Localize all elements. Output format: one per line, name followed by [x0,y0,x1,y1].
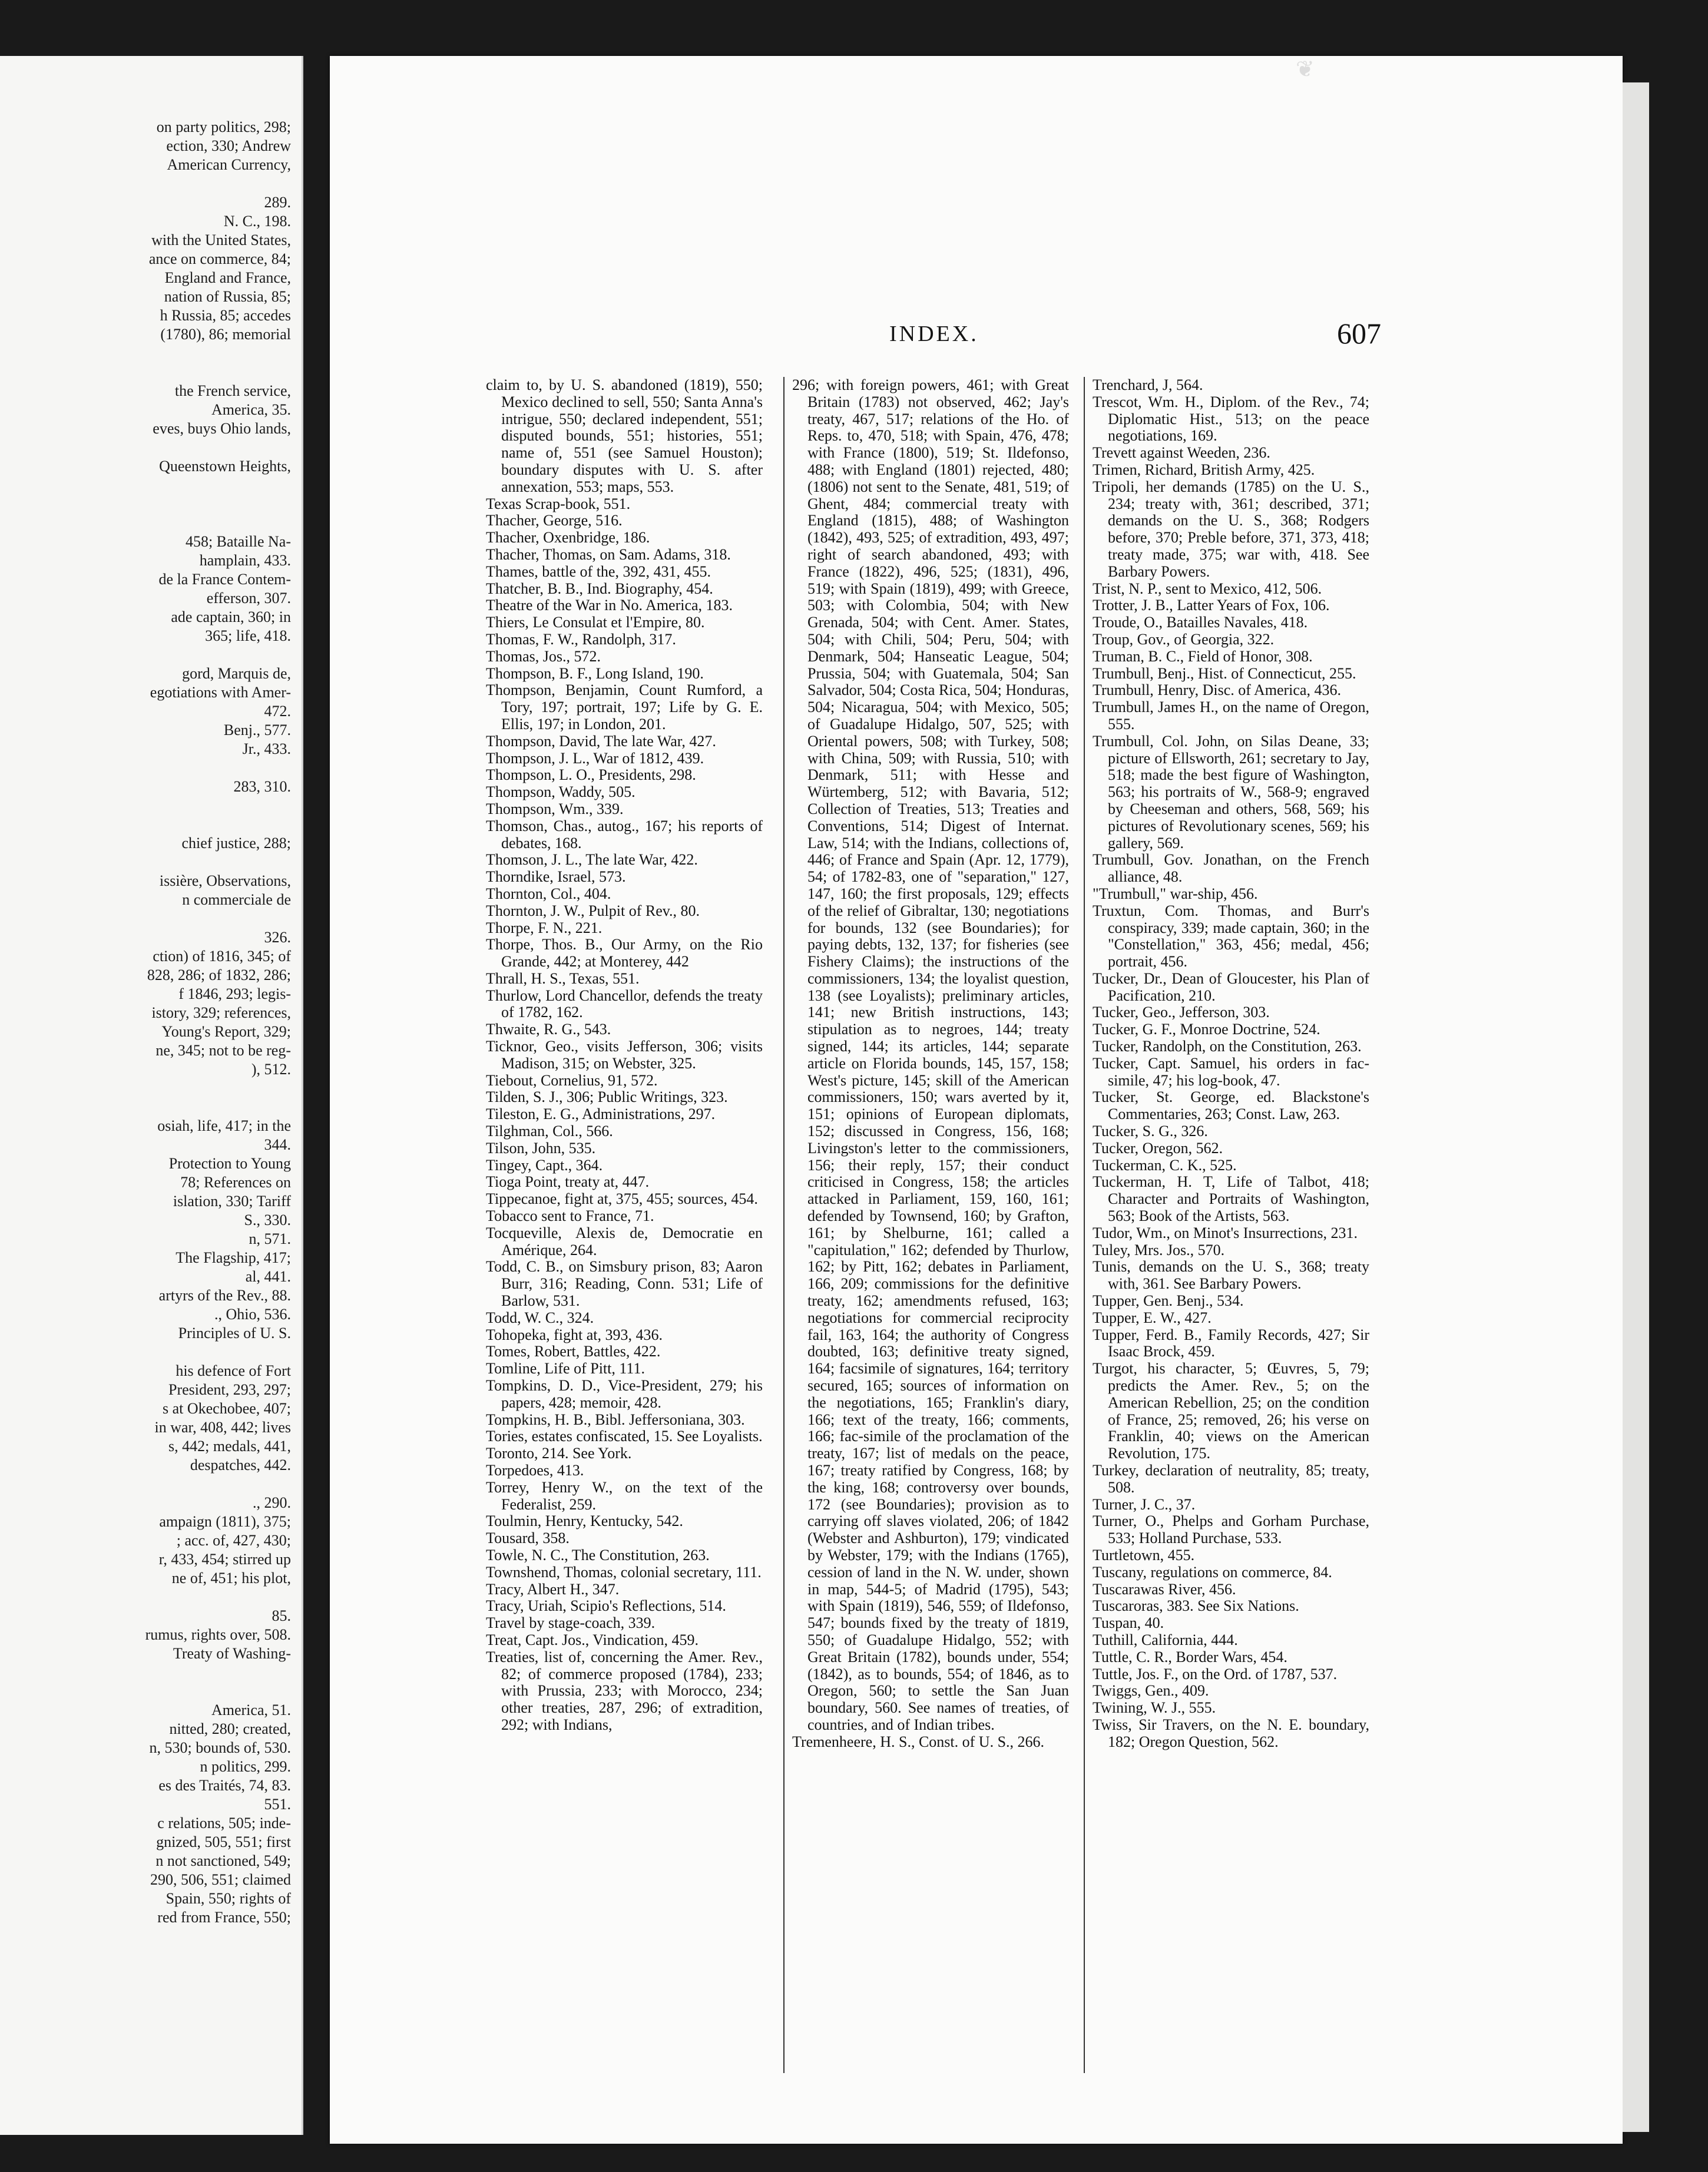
left-page-line: ., Ohio, 536. [214,1306,291,1323]
index-entry: Trevett against Weeden, 236. [1093,444,1270,462]
left-page-line: es des Traités, 74, 83. [158,1777,291,1794]
index-entry: Twiss, Sir Travers, on the N. E. boundary, 182; Oregon Question, 562. [1093,1716,1369,1750]
left-page-line: 551. [264,1796,291,1813]
left-page-line: 458; Bataille Na- [185,533,291,550]
index-entry: Tomline, Life of Pitt, 111. [486,1360,645,1378]
left-page-line: N. C., 198. [223,213,291,230]
left-page-line: in war, 408, 442; lives [154,1419,291,1436]
index-entry: Torpedoes, 413. [486,1462,584,1479]
index-entry: Thwaite, R. G., 543. [486,1021,611,1038]
index-entry: Toronto, 214. See York. [486,1445,632,1462]
left-page-line: hamplain, 433. [199,552,291,569]
index-entry: Thrall, H. S., Texas, 551. [486,969,640,987]
index-entry: Tompkins, D. D., Vice-President, 279; his papers, 428; memoir, 428. [486,1377,763,1411]
index-entry: Treat, Capt. Jos., Vindication, 459. [486,1631,699,1648]
index-entry: Troude, O., Batailles Navales, 418. [1093,614,1308,631]
index-entry: Thompson, Waddy, 505. [486,783,635,801]
index-entry: Torrey, Henry W., on the text of the Federalist, 259. [486,1478,763,1513]
left-page-line: ade captain, 360; in [171,608,291,625]
left-page-line: 365; life, 418. [205,627,291,644]
index-entry: Tuley, Mrs. Jos., 570. [1093,1241,1225,1259]
index-entry: Thompson, Wm., 339. [486,800,624,817]
left-page-line: Treaty of Washing- [173,1645,291,1662]
left-page-line: efferson, 307. [206,590,291,607]
index-entry: Thorndike, Israel, 573. [486,868,626,886]
index-entry: Thorpe, Thos. B., Our Army, on the Rio Grande, 442; at Monterey, 442 [486,936,763,971]
left-page-line: islation, 330; Tariff [173,1193,291,1210]
index-entry: Tories, estates confiscated, 15. See Loyalists. [486,1428,763,1445]
index-entry: 296; with foreign powers, 461; with Great Britain (1783) not observed, 462; Jay's treaty, 467, 517; relations of the Ho. of Reps. to, 470, 518; with Spain, 476, 478; with France (1800), 519; St. Ildefonso, 488; with England (1801) rejected, 480; (1806) not sent to the Senate, 481, 519; of Ghent, 484; commercial treaty with England (1815), 488; of Washington (1842), 493, 525; of extradition, 493, 497; right of search abandoned, 493; with France (1822), 496, 525; (1831), 496, 519; with Spain (1819), 499; with Greece, 503; with Colombia, 504; with New Grenada, 504; with Cent. Amer. States, 504; with Chili, 504; Peru, 504; with Denmark, 504; Hanseatic League, 504; Prussia, 504; with Guatemala, 504; San Salvador, 504; Costa Rica, 504; Honduras, 504; Nicaragua, 504; with Mexico, 505; of Guadalupe Hidalgo, 507, 525; with Oriental powers, 508; with Turkey, 508; with China, 509; with Russia, 510; with Denmark, 511; with Hesse and Würtemberg, 512; with Bavaria, 512; Collection of Treaties, 513; Treaties and Conventions, 514; Digest of Internat. Law, 514; with the Indians, collections of, 446; of France and Spain (Apr. 12, 1779), 54; of 1782-83, one of "separation," 127, 147, 160; the first proposals, 129; effects of the relief of Gibraltar, 130; negotiations for bounds, 132 (see Boundaries); for paying debts, 132, 137; for fisheries (see Fishery Claims); the instructions of the commissioners, 134; the loyalist question, 138 (see Loyalists); preliminary articles, 141; new British instructions, 143; stipulation as to negroes, 144; treaty signed, 144; its articles, 144; separate article on Florida bounds, 145, 157, 158; West's picture, 145; skill of the American commissioners, 150; wars averted by it, 151; opinions of European diplomats, 152; discussed in Congress, 156, 168; Livingston's letter to the commissioners, 156; their reply, 157; their conduct criticised in Congress, 158; the articles attacked in Parliament, 159, 160, 161; defended by Townsend, 160; by Grafton, 161; by Shelburne, 161; called a "capitulation," 162; defended by Thurlow, 162; by Pitt, 162; debates in Parliament, 166, 209; commissions for the definitive treaty, 162; amendments refused, 163; negotiations for commercial reciprocity fail, 163, 164; the authority of Congress doubted, 163; definitive treaty signed, 164; facsimile of signatures, 164; territory secured, 165; sources of information on the negotiations, 165; Franklin's diary, 166; text of the treaty, 166; comments, 166; fac-simile of the proclamation of the treaty, 167; list of medals on the peace, 167; treaty ratified by Congress, 168; by the king, 168; controversy over bounds, 172 (see Boundaries); provision as to carrying off slaves violated, 206; of 1842 (Webster and Ashburton), 179; vindicated by Webster, 179; with the Indians (1765), cession of land in the N. W. under, shown in map, 544-5; of Madrid (1795), 543; with Spain (1819), 546, 559; of Ildefonso, 547; bounds fixed by the treaty of 1819, 550; of Guadalupe Hidalgo, 552; with Great Britain (1782), bounds under, 554; (1842), as to bounds, 554; of 1846, as to Oregon, 560; to settle the San Juan boundary, 560. See names of treaties, of countries, and of Indian tribes. [792,376,1069,1733]
left-page-line: n not sanctioned, 549; [155,1852,291,1869]
left-page-line: with the United States, [151,231,291,249]
index-entry: Troup, Gov., of Georgia, 322. [1093,630,1275,648]
index-entry: Tobacco sent to France, 71. [486,1207,654,1225]
index-entry: Towle, N. C., The Constitution, 263. [486,1546,710,1564]
left-page-line: ance on commerce, 84; [148,250,291,267]
index-entry: Tompkins, H. B., Bibl. Jeffersoniana, 303. [486,1411,745,1428]
left-page-line: nation of Russia, 85; [164,288,291,305]
left-page-line: the French service, [174,382,291,399]
index-entry: Todd, W. C., 324. [486,1309,594,1326]
left-page-line: issière, Observations, [159,872,291,889]
index-entry: Turner, O., Phelps and Gorham Purchase, 533; Holland Purchase, 533. [1093,1512,1369,1547]
index-entry: Tioga Point, treaty at, 447. [486,1173,650,1191]
index-entry: Theatre of the War in No. America, 183. [486,597,733,614]
index-entry: Todd, C. B., on Simsbury prison, 83; Aaron Burr, 316; Reading, Conn. 531; Life of Barlow, 531. [486,1258,763,1310]
index-entry: Thacher, Oxenbridge, 186. [486,529,650,547]
left-page-line: c relations, 505; inde- [157,1815,291,1832]
running-head: INDEX. [889,322,979,346]
left-page-line: n, 571. [249,1230,291,1247]
index-entry: Trescot, Wm. H., Diplom. of the Rev., 74; Diplomatic Hist., 513; on the peace negotiations, 169. [1093,393,1369,445]
index-entry: Tupper, E. W., 427. [1093,1309,1212,1326]
left-page-line: 472. [264,703,291,720]
index-entry: claim to, by U. S. abandoned (1819), 550; Mexico declined to sell, 550; Santa Anna's intrigue, 550; declared independent, 551; disputed bounds, 551; histories, 551; name of, 551 (see Samuel Houston); boundary disputes with U. S. after annexation, 553; maps, 553. [486,376,763,495]
index-entry: Turtletown, 455. [1093,1546,1195,1564]
index-entry: Thames, battle of the, 392, 431, 455. [486,562,711,580]
left-page-line: osiah, life, 417; in the [157,1117,291,1134]
index-entry: Tileston, E. G., Administrations, 297. [486,1105,716,1123]
index-entry: Tucker, Oregon, 562. [1093,1139,1223,1157]
index-entry: Townshend, Thomas, colonial secretary, 111. [486,1563,762,1581]
index-entry: Tucker, St. George, ed. Blackstone's Commentaries, 263; Const. Law, 263. [1093,1088,1369,1123]
left-page-line: The Flagship, 417; [176,1249,291,1266]
index-entry: "Trumbull," war-ship, 456. [1093,885,1258,902]
index-column-3 [1093,377,1369,1751]
left-page-line: gnized, 505, 551; first [156,1833,291,1850]
index-entry: Turgot, his character, 5; Œuvres, 5, 79; predicts the Amer. Rev., 5; on the American Rebellion, 25; on the condition of France, 25; removed, 26; his verse on Franklin, 40; views on the American Revolution, 175. [1093,1360,1369,1462]
left-page-line: eves, buys Ohio lands, [153,420,291,437]
left-page-line: istory, 329; references, [151,1004,291,1021]
index-entry: Tracy, Albert H., 347. [486,1580,620,1598]
left-page-line: 326. [264,929,291,946]
index-entry: Tuttle, Jos. F., on the Ord. of 1787, 537. [1093,1665,1338,1683]
index-entry: Tuckerman, C. K., 525. [1093,1156,1237,1174]
left-page-line: Young's Report, 329; [161,1023,291,1040]
left-page-line: America, 35. [211,401,291,418]
index-entry: Thatcher, B. B., Ind. Biography, 454. [486,580,713,597]
index-entry: Tuckerman, H. T, Life of Talbot, 418; Character and Portraits of Washington, 563; Book of the Artists, 563. [1093,1173,1369,1225]
index-entry: Twiggs, Gen., 409. [1093,1682,1209,1700]
page-edge [1623,82,1649,2132]
index-entry: Tohopeka, fight at, 393, 436. [486,1326,663,1343]
left-page-line: 85. [272,1607,291,1624]
index-entry: Tuscany, regulations on commerce, 84. [1093,1563,1332,1581]
index-entry: Twining, W. J., 555. [1093,1699,1216,1717]
index-entry: Thomson, J. L., The late War, 422. [486,851,698,869]
index-entry: Tuthill, California, 444. [1093,1631,1238,1648]
index-entry: Thornton, J. W., Pulpit of Rev., 80. [486,902,700,919]
left-page-line: 828, 286; of 1832, 286; [147,966,291,984]
left-page-line: s, 442; medals, 441, [168,1438,291,1455]
index-entry: Tocqueville, Alexis de, Democratie en Amérique, 264. [486,1224,763,1259]
index-entry: Thacher, George, 516. [486,512,623,529]
index-entry: Toulmin, Henry, Kentucky, 542. [486,1512,683,1530]
index-entry: Tripoli, her demands (1785) on the U. S., 234; treaty with, 361; described, 371; demands on the U. S., 368; Rodgers before, 370; Preble before, 371, 373, 418; treaty made, 375; war with, 418. See Barbary Powers. [1093,478,1369,580]
index-entry: Tuscaroras, 383. See Six Nations. [1093,1597,1299,1615]
left-page-line: h Russia, 85; accedes [160,307,291,324]
index-entry: Truxtun, Com. Thomas, and Burr's conspiracy, 339; made captain, 360; in the "Constellation," 363, 456; medal, 456; portrait, 456. [1093,902,1369,971]
left-page-line: America, 51. [211,1701,291,1719]
left-page-line: 289. [264,194,291,211]
index-entry: Tuttle, C. R., Border Wars, 454. [1093,1648,1287,1666]
left-page-line: ne, 345; not to be reg- [155,1042,291,1059]
index-entry: Trotter, J. B., Latter Years of Fox, 106. [1093,597,1330,614]
left-page-line: Queenstown Heights, [159,458,291,475]
index-entry: Tucker, Dr., Dean of Gloucester, his Plan of Pacification, 210. [1093,969,1369,1004]
index-entry: Travel by stage-coach, 339. [486,1614,656,1632]
left-page-line: 290, 506, 551; claimed [150,1871,291,1888]
index-entry: Tremenheere, H. S., Const. of U. S., 266. [792,1733,1045,1750]
index-entry: Trimen, Richard, British Army, 425. [1093,461,1315,478]
left-page-line: despatches, 442. [190,1456,291,1474]
left-page-line: 78; References on [180,1174,291,1191]
left-page-line: n politics, 299. [200,1758,291,1775]
left-page-line: his defence of Fort [176,1362,291,1379]
left-page-line: (1780), 86; memorial [160,326,291,343]
index-column-1 [486,377,763,1734]
left-page-line: S., 330. [244,1211,291,1229]
index-entry: Tupper, Gen. Benj., 534. [1093,1292,1244,1310]
left-page-line: egotiations with Amer- [150,684,291,701]
page-number: 607 [1337,317,1381,350]
index-entry: Tousard, 358. [486,1529,570,1547]
index-entry: Thornton, Col., 404. [486,885,611,902]
index-entry: Tucker, G. F., Monroe Doctrine, 524. [1093,1021,1320,1038]
index-entry: Tupper, Ferd. B., Family Records, 427; Sir Isaac Brock, 459. [1093,1326,1369,1360]
index-entry: Tudor, Wm., on Minot's Insurrections, 231. [1093,1224,1358,1241]
index-entry: Tuspan, 40. [1093,1614,1164,1632]
left-page-line: f 1846, 293; legis- [178,985,291,1002]
left-page-line: artyrs of the Rev., 88. [158,1287,291,1304]
left-page-line: ampaign (1811), 375; [159,1513,291,1530]
index-entry: Trumbull, Col. John, on Silas Deane, 33; picture of Ellsworth, 261; secretary to Jay, 518; made the best figure of Washington, 563; his portraits of W., 568-9; engraved by Cheeseman and others, 568, 569; his pictures of Revolutionary scenes, 569; his gallery, 569. [1093,732,1369,852]
left-page-line: s at Okechobee, 407; [162,1400,291,1417]
index-entry: Trist, N. P., sent to Mexico, 412, 506. [1093,580,1322,597]
index-entry: Thompson, J. L., War of 1812, 439. [486,749,704,767]
index-entry: Tilson, John, 535. [486,1139,596,1157]
margin-fleck-icon: ❦ [1296,57,1315,82]
index-entry: Thurlow, Lord Chancellor, defends the treaty of 1782, 162. [486,986,763,1021]
left-page-line: President, 293, 297; [168,1381,291,1398]
index-entry: Turkey, declaration of neutrality, 85; treaty, 508. [1093,1462,1369,1496]
index-entry: Thomas, F. W., Randolph, 317. [486,630,676,648]
index-page [330,56,1623,2144]
index-entry: Tomes, Robert, Battles, 422. [486,1343,661,1360]
index-entry: Thompson, David, The late War, 427. [486,732,716,750]
index-entry: Thompson, L. O., Presidents, 298. [486,766,696,784]
index-entry: Trumbull, Gov. Jonathan, on the French alliance, 48. [1093,851,1369,886]
index-entry: Tilghman, Col., 566. [486,1123,613,1140]
column-rule [783,377,785,2073]
left-page-line: ction) of 1816, 345; of [153,948,291,965]
left-page-line: Principles of U. S. [178,1325,291,1342]
left-page-line: Spain, 550; rights of [165,1890,291,1907]
left-page-line: chief justice, 288; [181,835,291,852]
left-page-line: ; acc. of, 427, 430; [176,1532,291,1549]
index-entry: Thomson, Chas., autog., 167; his reports of debates, 168. [486,817,763,852]
index-entry: Texas Scrap-book, 551. [486,495,631,512]
left-page-fragment [0,56,303,2135]
left-page-line: ., 290. [253,1494,291,1511]
left-page-line: rumus, rights over, 508. [145,1626,291,1643]
left-page-line: on party politics, 298; [156,118,291,135]
index-entry: Tunis, demands on the U. S., 368; treaty with, 361. See Barbary Powers. [1093,1258,1369,1293]
left-page-line: al, 441. [245,1268,291,1285]
index-entry: Thorpe, F. N., 221. [486,919,603,936]
index-entry: Truman, B. C., Field of Honor, 308. [1093,647,1313,665]
page-header [330,317,1623,356]
index-entry: Tuscarawas River, 456. [1093,1580,1236,1598]
index-entry: Tracy, Uriah, Scipio's Reflections, 514. [486,1597,726,1615]
index-entry: Trumbull, Benj., Hist. of Connecticut, 255. [1093,664,1356,682]
index-entry: Thompson, B. F., Long Island, 190. [486,664,704,682]
left-page-line: American Currency, [167,156,291,173]
index-entry: Tippecanoe, fight at, 375, 455; sources, 454. [486,1190,758,1208]
left-page-line: ), 512. [251,1061,291,1078]
left-page-line: n, 530; bounds of, 530. [149,1739,291,1756]
left-page-line: r, 433, 454; stirred up [158,1551,291,1568]
index-entry: Tucker, Randolph, on the Constitution, 263. [1093,1038,1362,1055]
index-entry: Trenchard, J, 564. [1093,376,1203,393]
column-rule [1084,377,1085,2073]
index-entry: Treaties, list of, concerning the Amer. Rev., 82; of commerce proposed (1784), 233; with Prussia, 233; with Morocco, 234; other treaties, 287, 296; of extradition, 292; with Indians, [486,1648,763,1733]
index-entry: Turner, J. C., 37. [1093,1495,1196,1513]
index-entry: Thomas, Jos., 572. [486,647,601,665]
index-entry: Thiers, Le Consulat et l'Empire, 80. [486,614,705,631]
index-entry: Tucker, S. G., 326. [1093,1123,1208,1140]
index-entry: Thompson, Benjamin, Count Rumford, a Tory, 197; portrait, 197; Life by G. E. Ellis, 197; in London, 201. [486,681,763,733]
left-page-line: red from France, 550; [157,1909,291,1926]
index-entry: Tucker, Geo., Jefferson, 303. [1093,1004,1270,1021]
index-entry: Trumbull, James H., on the name of Oregon, 555. [1093,698,1369,733]
left-page-line: nitted, 280; created, [169,1720,291,1737]
left-page-line: ection, 330; Andrew [166,137,291,154]
left-page-line: England and France, [164,269,291,286]
index-entry: Tilden, S. J., 306; Public Writings, 323. [486,1088,728,1106]
index-column-2 [792,377,1069,1751]
index-entry: Thacher, Thomas, on Sam. Adams, 318. [486,545,731,563]
index-entry: Tiebout, Cornelius, 91, 572. [486,1071,658,1089]
left-page-line: n commerciale de [182,891,291,908]
index-entry: Ticknor, Geo., visits Jefferson, 306; visits Madison, 315; on Webster, 325. [486,1038,763,1072]
left-page-line: 344. [264,1136,291,1153]
left-page-line: ne of, 451; his plot, [171,1570,291,1587]
left-page-line: Jr., 433. [242,740,291,757]
left-page-line: 283, 310. [233,778,291,795]
index-entry: Tucker, Capt. Samuel, his orders in fac-simile, 47; his log-book, 47. [1093,1054,1369,1089]
left-page-line: de la France Contem- [158,571,291,588]
left-page-line: Benj., 577. [223,721,291,739]
left-page-line: gord, Marquis de, [182,665,291,682]
index-entry: Trumbull, Henry, Disc. of America, 436. [1093,681,1341,699]
left-page-line: Protection to Young [168,1155,291,1172]
index-entry: Tingey, Capt., 364. [486,1156,603,1174]
